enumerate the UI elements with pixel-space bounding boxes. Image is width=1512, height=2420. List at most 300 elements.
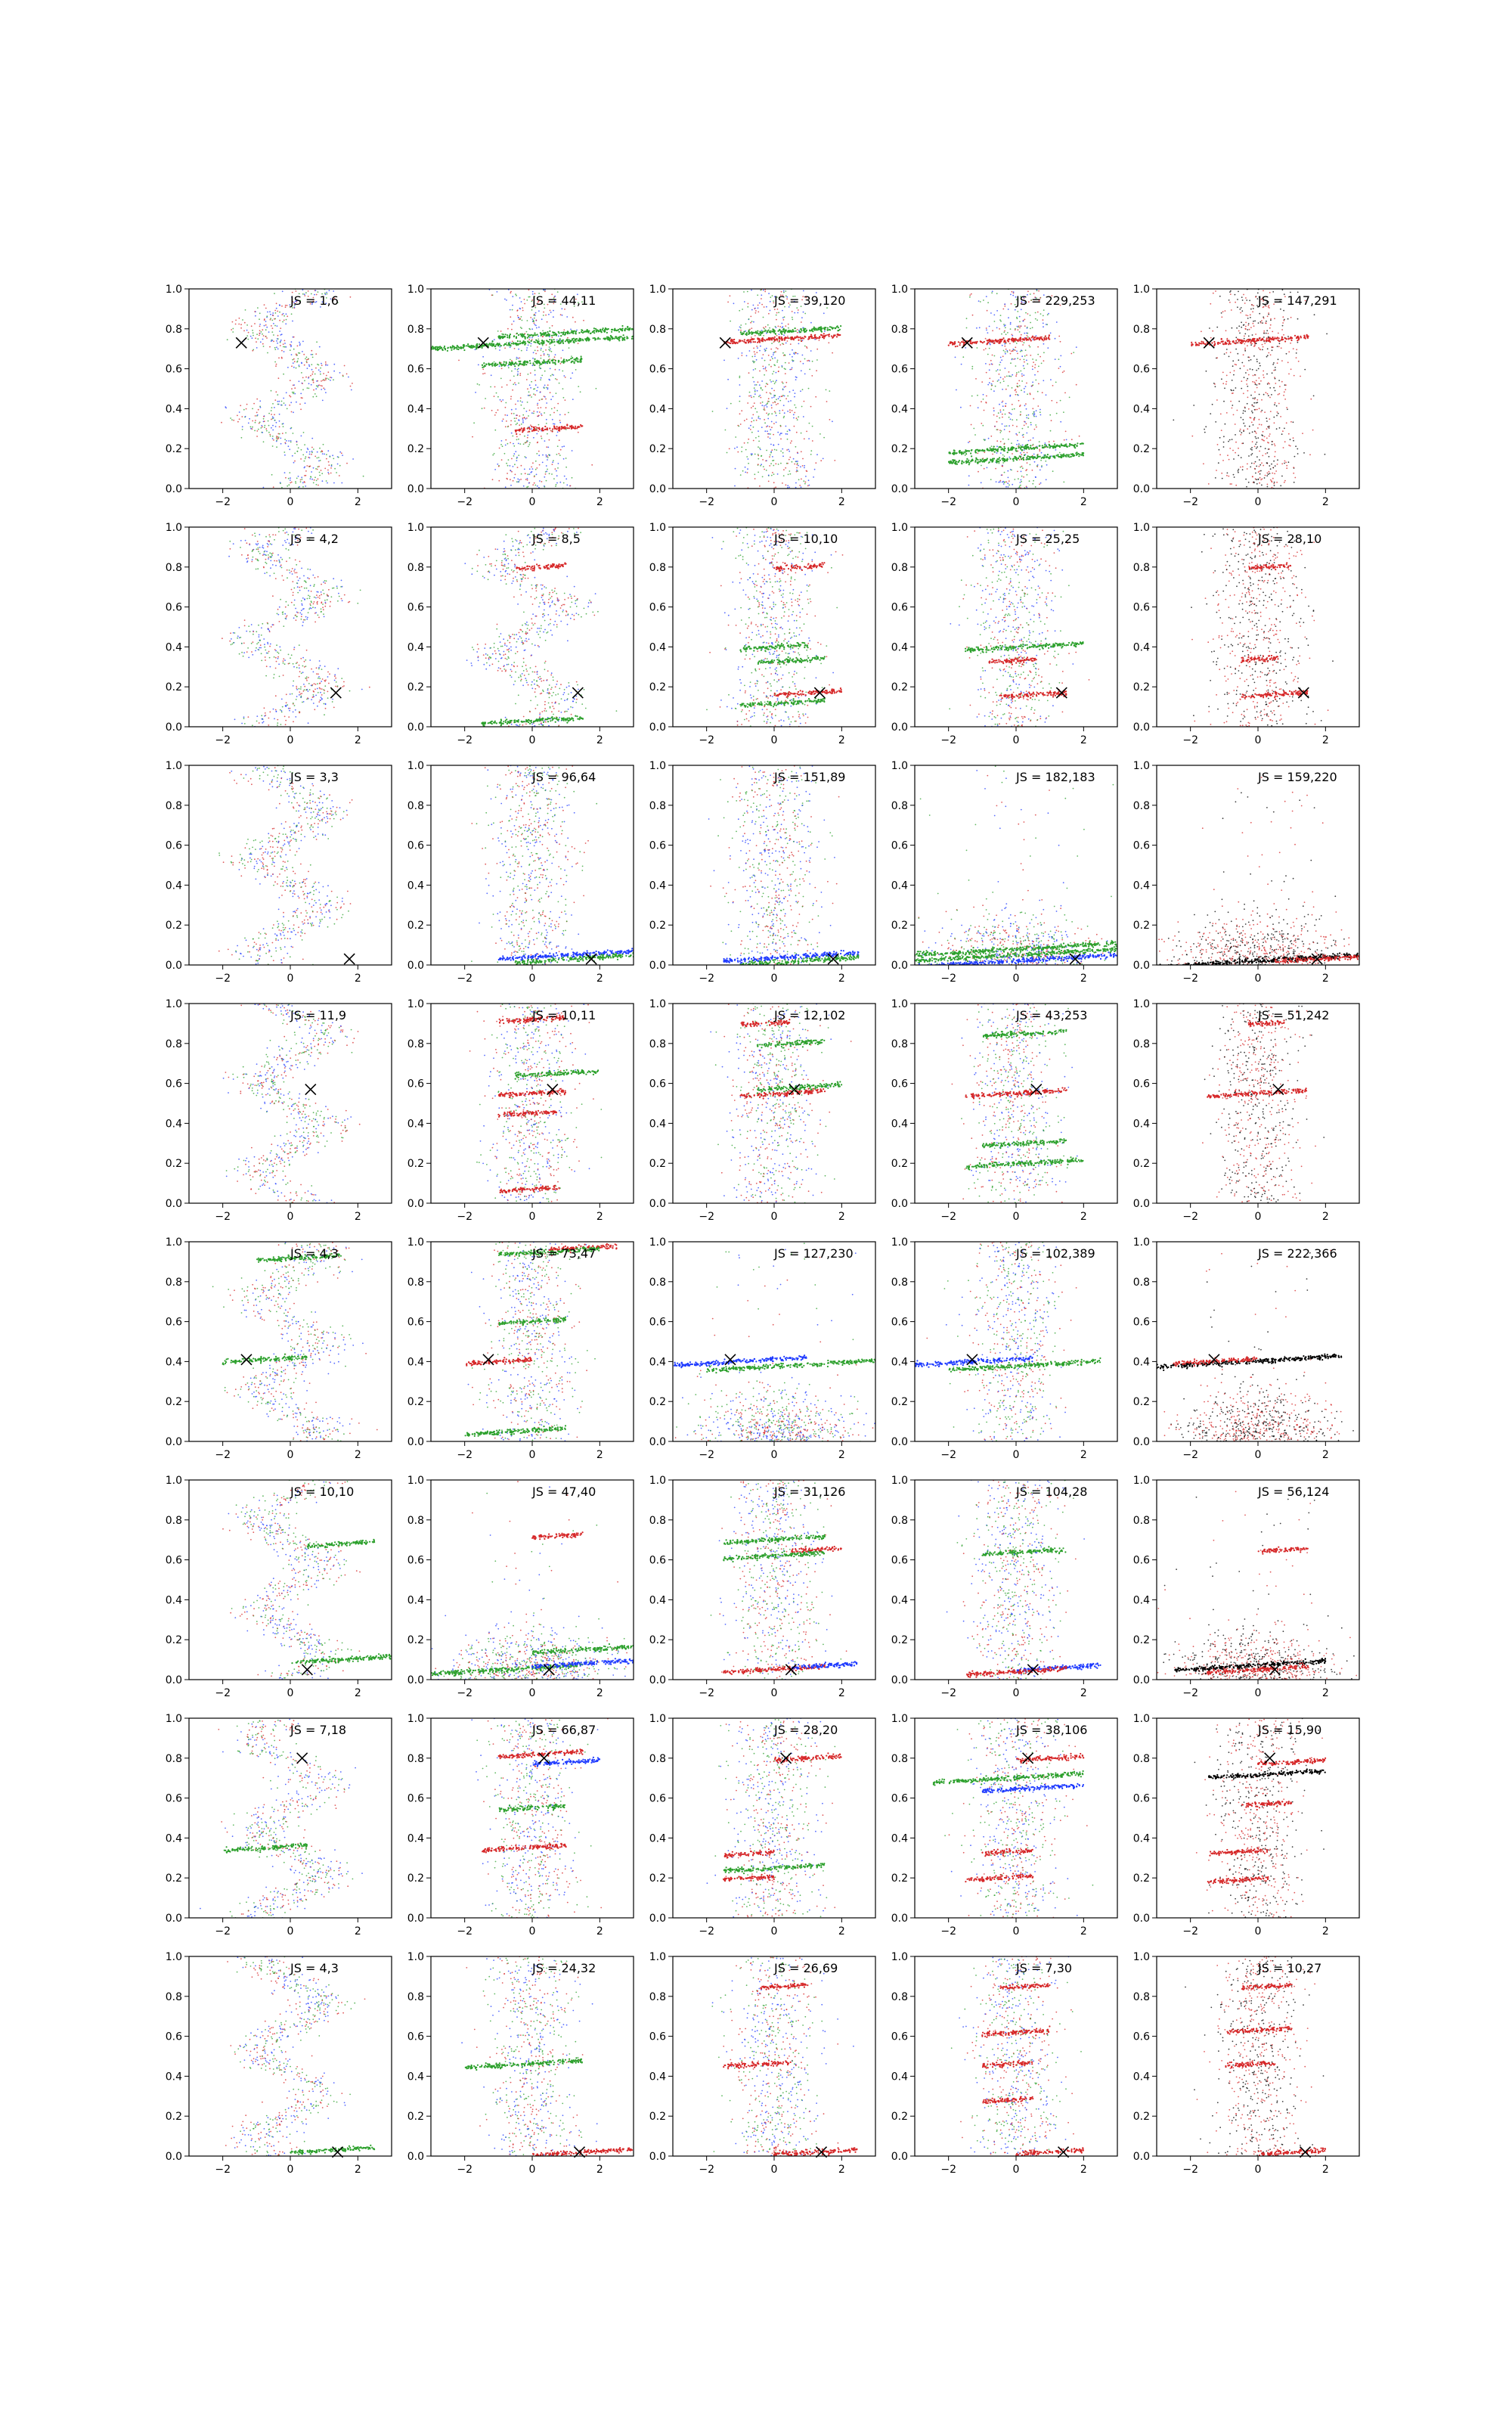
scatter-point xyxy=(770,463,772,464)
scatter-point xyxy=(1055,358,1056,360)
scatter-point xyxy=(1247,370,1248,371)
band-point xyxy=(733,339,735,340)
scatter-point xyxy=(508,367,510,368)
scatter-point xyxy=(727,452,728,454)
scatter-point xyxy=(1002,417,1003,418)
scatter-point xyxy=(1281,347,1282,349)
scatter-point xyxy=(1038,366,1040,368)
scatter-point xyxy=(1259,451,1260,452)
band-point xyxy=(463,347,464,349)
scatter-point xyxy=(545,473,547,475)
scatter-point xyxy=(739,413,741,414)
scatter-point xyxy=(557,432,559,433)
scatter-point xyxy=(985,402,987,403)
scatter-point xyxy=(1042,392,1043,393)
scatter-point xyxy=(327,482,328,484)
scatter-point xyxy=(284,320,285,321)
scatter-point xyxy=(305,402,306,404)
scatter-point xyxy=(528,339,530,340)
scatter-point xyxy=(1001,359,1002,361)
band-point xyxy=(582,332,584,334)
scatter-point xyxy=(290,440,292,442)
scatter-point xyxy=(754,308,756,309)
scatter-point xyxy=(304,444,305,445)
scatter-point xyxy=(320,460,321,461)
scatter-point xyxy=(1290,368,1292,370)
scatter-point xyxy=(352,458,354,460)
scatter-point xyxy=(1002,414,1003,415)
scatter-point xyxy=(996,452,998,454)
band-point xyxy=(959,460,960,461)
scatter-point xyxy=(551,351,553,352)
scatter-point xyxy=(524,469,525,470)
scatter-point xyxy=(782,448,783,450)
scatter-point xyxy=(1256,466,1257,467)
scatter-point xyxy=(309,454,311,455)
scatter-point xyxy=(773,341,775,343)
scatter-point xyxy=(546,456,547,458)
scatter-point xyxy=(981,465,982,467)
band-point xyxy=(558,360,559,361)
scatter-point xyxy=(991,383,993,385)
scatter-point xyxy=(764,430,766,432)
scatter-point xyxy=(756,359,758,361)
band-point xyxy=(840,325,841,327)
scatter-point xyxy=(507,443,509,445)
scatter-point xyxy=(804,358,806,360)
band-point xyxy=(746,334,748,336)
scatter-point xyxy=(545,349,547,351)
band-point xyxy=(1026,459,1027,461)
scatter-point xyxy=(1229,448,1231,449)
band-point xyxy=(783,338,785,340)
band-point xyxy=(463,349,465,351)
scatter-point xyxy=(513,453,515,455)
band-point xyxy=(569,359,570,361)
scatter-point xyxy=(538,327,540,328)
scatter-point xyxy=(529,442,531,444)
y-tick-label: 0.2 xyxy=(407,443,424,455)
scatter-point xyxy=(1021,389,1022,391)
scatter-point xyxy=(327,371,329,373)
scatter-point xyxy=(547,387,549,389)
band-point xyxy=(562,333,564,334)
scatter-point xyxy=(984,468,985,470)
scatter-point xyxy=(289,448,290,450)
scatter-point xyxy=(1256,380,1257,381)
scatter-point xyxy=(266,430,268,432)
scatter-point xyxy=(1055,338,1056,340)
scatter-point xyxy=(761,358,763,359)
band-point xyxy=(788,337,789,339)
scatter-point xyxy=(1023,365,1024,367)
band-point xyxy=(566,339,568,340)
band-point xyxy=(532,362,534,364)
scatter-point xyxy=(1010,395,1012,396)
band-point xyxy=(983,450,984,451)
band-point xyxy=(745,342,747,343)
scatter-point xyxy=(1267,348,1269,349)
scatter-point xyxy=(784,316,785,318)
scatter-point xyxy=(521,424,522,425)
band-point xyxy=(1046,339,1047,340)
scatter-point xyxy=(321,380,322,382)
scatter-point xyxy=(1325,454,1326,455)
scatter-point xyxy=(301,476,302,478)
band-point xyxy=(829,326,831,327)
band-point xyxy=(997,458,999,460)
scatter-point xyxy=(1050,430,1052,432)
scatter-point xyxy=(561,308,562,309)
band-point xyxy=(554,428,556,430)
scatter-point xyxy=(782,317,784,318)
scatter-point xyxy=(559,420,561,421)
band-point xyxy=(627,327,628,328)
scatter-point xyxy=(751,397,752,399)
scatter-point xyxy=(482,356,484,358)
band-point xyxy=(441,347,442,349)
scatter-point xyxy=(772,358,773,359)
scatter-point xyxy=(1227,455,1228,456)
scatter-point xyxy=(268,413,270,414)
scatter-point xyxy=(795,446,797,448)
scatter-point xyxy=(1009,349,1011,351)
band-point xyxy=(534,365,535,366)
scatter-point xyxy=(803,363,804,365)
scatter-point xyxy=(999,319,1001,321)
scatter-point xyxy=(321,450,323,451)
band-point xyxy=(1047,446,1049,448)
band-point xyxy=(483,345,485,346)
scatter-point xyxy=(1019,359,1021,361)
scatter-point xyxy=(534,380,536,381)
scatter-point xyxy=(254,430,256,432)
scatter-point xyxy=(540,407,541,408)
scatter-point xyxy=(268,425,270,427)
band-point xyxy=(528,427,530,429)
scatter-point xyxy=(245,309,246,311)
scatter-point xyxy=(546,423,547,424)
scatter-point xyxy=(1241,327,1242,328)
scatter-point xyxy=(533,413,534,414)
scatter-point xyxy=(547,321,548,323)
scatter-point xyxy=(1231,483,1232,485)
scatter-point xyxy=(775,326,776,327)
scatter-point xyxy=(1235,387,1237,389)
scatter-point xyxy=(535,353,537,355)
scatter-point xyxy=(741,355,742,356)
scatter-point xyxy=(519,443,521,445)
band-point xyxy=(1083,452,1084,454)
scatter-point xyxy=(531,467,532,468)
band-point xyxy=(959,452,960,454)
scatter-point xyxy=(302,289,304,290)
scatter-point xyxy=(748,439,749,440)
scatter-point xyxy=(1293,348,1294,349)
scatter-point xyxy=(277,394,278,396)
scatter-point xyxy=(999,417,1000,419)
scatter-point xyxy=(1015,309,1016,311)
scatter-point xyxy=(510,346,511,348)
scatter-point xyxy=(272,430,274,431)
scatter-point xyxy=(516,481,518,482)
band-point xyxy=(525,337,526,338)
scatter-point xyxy=(327,378,328,380)
scatter-point xyxy=(241,416,243,417)
scatter-point xyxy=(286,313,287,315)
scatter-point xyxy=(1244,302,1246,304)
scatter-point xyxy=(1216,357,1218,358)
scatter-point xyxy=(291,341,293,343)
scatter-point xyxy=(308,358,309,360)
scatter-point xyxy=(1018,445,1020,446)
band-point xyxy=(519,334,521,335)
scatter-point xyxy=(773,371,775,372)
scatter-point xyxy=(1030,315,1031,316)
scatter-point xyxy=(1024,359,1025,361)
scatter-point xyxy=(1256,384,1258,386)
scatter-point xyxy=(1255,436,1256,438)
scatter-point xyxy=(556,435,557,436)
band-point xyxy=(981,341,982,343)
scatter-point xyxy=(1022,428,1024,430)
scatter-point xyxy=(1021,466,1023,467)
scatter-point xyxy=(1010,322,1012,324)
scatter-point xyxy=(734,486,736,487)
scatter-point xyxy=(992,454,993,455)
band-point xyxy=(1043,337,1045,339)
scatter-point xyxy=(816,370,817,371)
scatter-point xyxy=(525,473,526,474)
band-point xyxy=(528,431,530,433)
band-point xyxy=(519,361,521,362)
scatter-point xyxy=(1002,378,1004,380)
scatter-point xyxy=(779,396,780,398)
scatter-point xyxy=(1243,354,1244,355)
band-point xyxy=(839,329,841,330)
scatter-point xyxy=(1284,463,1285,464)
scatter-point xyxy=(505,402,507,404)
band-point xyxy=(1039,339,1040,340)
scatter-point xyxy=(1058,336,1060,337)
scatter-point xyxy=(1235,452,1236,454)
scatter-point xyxy=(299,380,300,382)
band-point xyxy=(753,341,754,343)
scatter-point xyxy=(314,374,316,375)
scatter-point xyxy=(268,331,270,333)
scatter-point xyxy=(1004,377,1005,378)
scatter-point xyxy=(764,291,766,293)
scatter-point xyxy=(754,335,756,337)
scatter-point xyxy=(1256,343,1257,344)
scatter-point xyxy=(300,479,302,481)
scatter-point xyxy=(495,348,497,349)
scatter-point xyxy=(1271,464,1272,465)
scatter-point xyxy=(999,404,1000,405)
scatter-point xyxy=(273,439,274,441)
scatter-point xyxy=(257,307,259,309)
scatter-point xyxy=(259,312,261,314)
scatter-point xyxy=(1286,407,1287,408)
scatter-point xyxy=(305,456,307,458)
band-point xyxy=(835,334,836,336)
scatter-point xyxy=(1252,431,1253,433)
scatter-point xyxy=(550,310,551,312)
band-point xyxy=(977,459,978,461)
scatter-point xyxy=(968,442,969,443)
scatter-point xyxy=(1269,436,1270,437)
scatter-point xyxy=(782,366,783,368)
scatter-point xyxy=(528,344,529,346)
scatter-point xyxy=(1251,447,1253,448)
band-point xyxy=(781,340,782,341)
scatter-point xyxy=(517,358,519,359)
scatter-point xyxy=(1272,291,1274,293)
scatter-point xyxy=(752,405,754,407)
scatter-point xyxy=(819,340,820,341)
band-point xyxy=(521,335,522,337)
scatter-point xyxy=(506,420,507,422)
band-point xyxy=(517,340,519,342)
band-point xyxy=(598,330,600,332)
scatter-point xyxy=(753,440,754,442)
band-point xyxy=(518,334,519,336)
x-tick-label: 2 xyxy=(838,496,845,508)
band-point xyxy=(595,328,596,330)
scatter-point xyxy=(499,349,500,351)
scatter-point xyxy=(1024,388,1025,389)
scatter-point xyxy=(240,405,241,406)
band-point xyxy=(1004,450,1005,451)
scatter-point xyxy=(516,358,517,360)
band-point xyxy=(795,337,796,339)
scatter-point xyxy=(555,354,556,355)
js-annotation: JS = 229,253 xyxy=(1015,293,1095,308)
band-point xyxy=(592,331,593,333)
band-point xyxy=(593,327,595,329)
band-point xyxy=(773,330,774,332)
band-point xyxy=(622,327,624,329)
scatter-point xyxy=(966,318,968,319)
scatter-point xyxy=(271,320,273,321)
scatter-point xyxy=(1263,330,1265,332)
scatter-point xyxy=(302,455,304,456)
scatter-point xyxy=(1256,402,1257,404)
band-point xyxy=(953,449,955,451)
band-point xyxy=(488,363,489,365)
scatter-point xyxy=(758,446,759,448)
scatter-point xyxy=(1043,340,1044,342)
scatter-point xyxy=(1010,328,1012,330)
band-point xyxy=(989,340,990,341)
scatter-point xyxy=(1284,482,1285,483)
scatter-point xyxy=(816,359,818,361)
scatter-point xyxy=(1253,463,1255,464)
band-point xyxy=(771,339,773,340)
scatter-point xyxy=(1019,331,1021,333)
scatter-point xyxy=(766,383,767,384)
scatter-point xyxy=(516,436,518,438)
band-point xyxy=(567,333,569,334)
scatter-point xyxy=(1053,441,1055,442)
scatter-point xyxy=(1235,434,1236,436)
scatter-point xyxy=(550,312,552,313)
scatter-point xyxy=(1290,445,1291,447)
scatter-point xyxy=(773,465,774,467)
scatter-point xyxy=(1250,317,1251,318)
scatter-point xyxy=(530,372,531,374)
scatter-point xyxy=(1219,296,1221,297)
scatter-point xyxy=(1027,327,1028,329)
scatter-point xyxy=(575,369,577,371)
scatter-point xyxy=(562,388,564,389)
x-tick-label: 2 xyxy=(1080,496,1087,508)
scatter-point xyxy=(797,461,798,462)
scatter-point xyxy=(513,376,515,377)
scatter-point xyxy=(1244,408,1246,409)
scatter-point xyxy=(795,482,797,484)
scatter-point xyxy=(1056,402,1058,404)
scatter-point xyxy=(537,486,538,487)
band-point xyxy=(827,329,829,330)
scatter-point xyxy=(311,374,313,375)
band-point xyxy=(627,328,628,330)
scatter-point xyxy=(776,399,777,400)
scatter-point xyxy=(1002,462,1004,464)
scatter-point xyxy=(553,374,554,376)
band-point xyxy=(578,426,580,427)
scatter-point xyxy=(1241,417,1242,418)
band-point xyxy=(770,330,771,332)
scatter-point xyxy=(1030,439,1031,441)
scatter-point xyxy=(300,458,302,460)
scatter-point xyxy=(1265,448,1266,449)
band-point xyxy=(987,342,989,343)
scatter-point xyxy=(751,321,753,322)
scatter-point xyxy=(1010,294,1012,296)
scatter-point xyxy=(1004,481,1005,482)
band-point xyxy=(768,339,770,340)
scatter-point xyxy=(807,347,808,349)
scatter-point xyxy=(541,481,543,482)
band-point xyxy=(497,343,498,345)
scatter-point xyxy=(809,369,810,371)
scatter-point xyxy=(1271,394,1272,396)
scatter-point xyxy=(549,327,550,329)
scatter-point xyxy=(1261,410,1263,411)
scatter-point xyxy=(1256,456,1258,458)
band-point xyxy=(572,338,573,340)
scatter-point xyxy=(1221,473,1222,474)
scatter-point xyxy=(998,380,999,381)
scatter-point xyxy=(507,384,508,386)
scatter-point xyxy=(291,313,293,315)
scatter-point xyxy=(1058,368,1060,369)
scatter-point xyxy=(1233,474,1235,476)
scatter-point xyxy=(984,439,986,441)
scatter-point xyxy=(1244,336,1245,337)
scatter-point xyxy=(276,441,277,442)
band-point xyxy=(1009,458,1011,460)
scatter-point xyxy=(1241,380,1242,382)
scatter-point xyxy=(1277,346,1278,347)
scatter-point xyxy=(1235,485,1237,486)
scatter-point xyxy=(238,324,240,325)
scatter-point xyxy=(829,419,831,420)
band-point xyxy=(457,345,458,346)
scatter-point xyxy=(267,352,268,354)
scatter-point xyxy=(791,369,792,371)
